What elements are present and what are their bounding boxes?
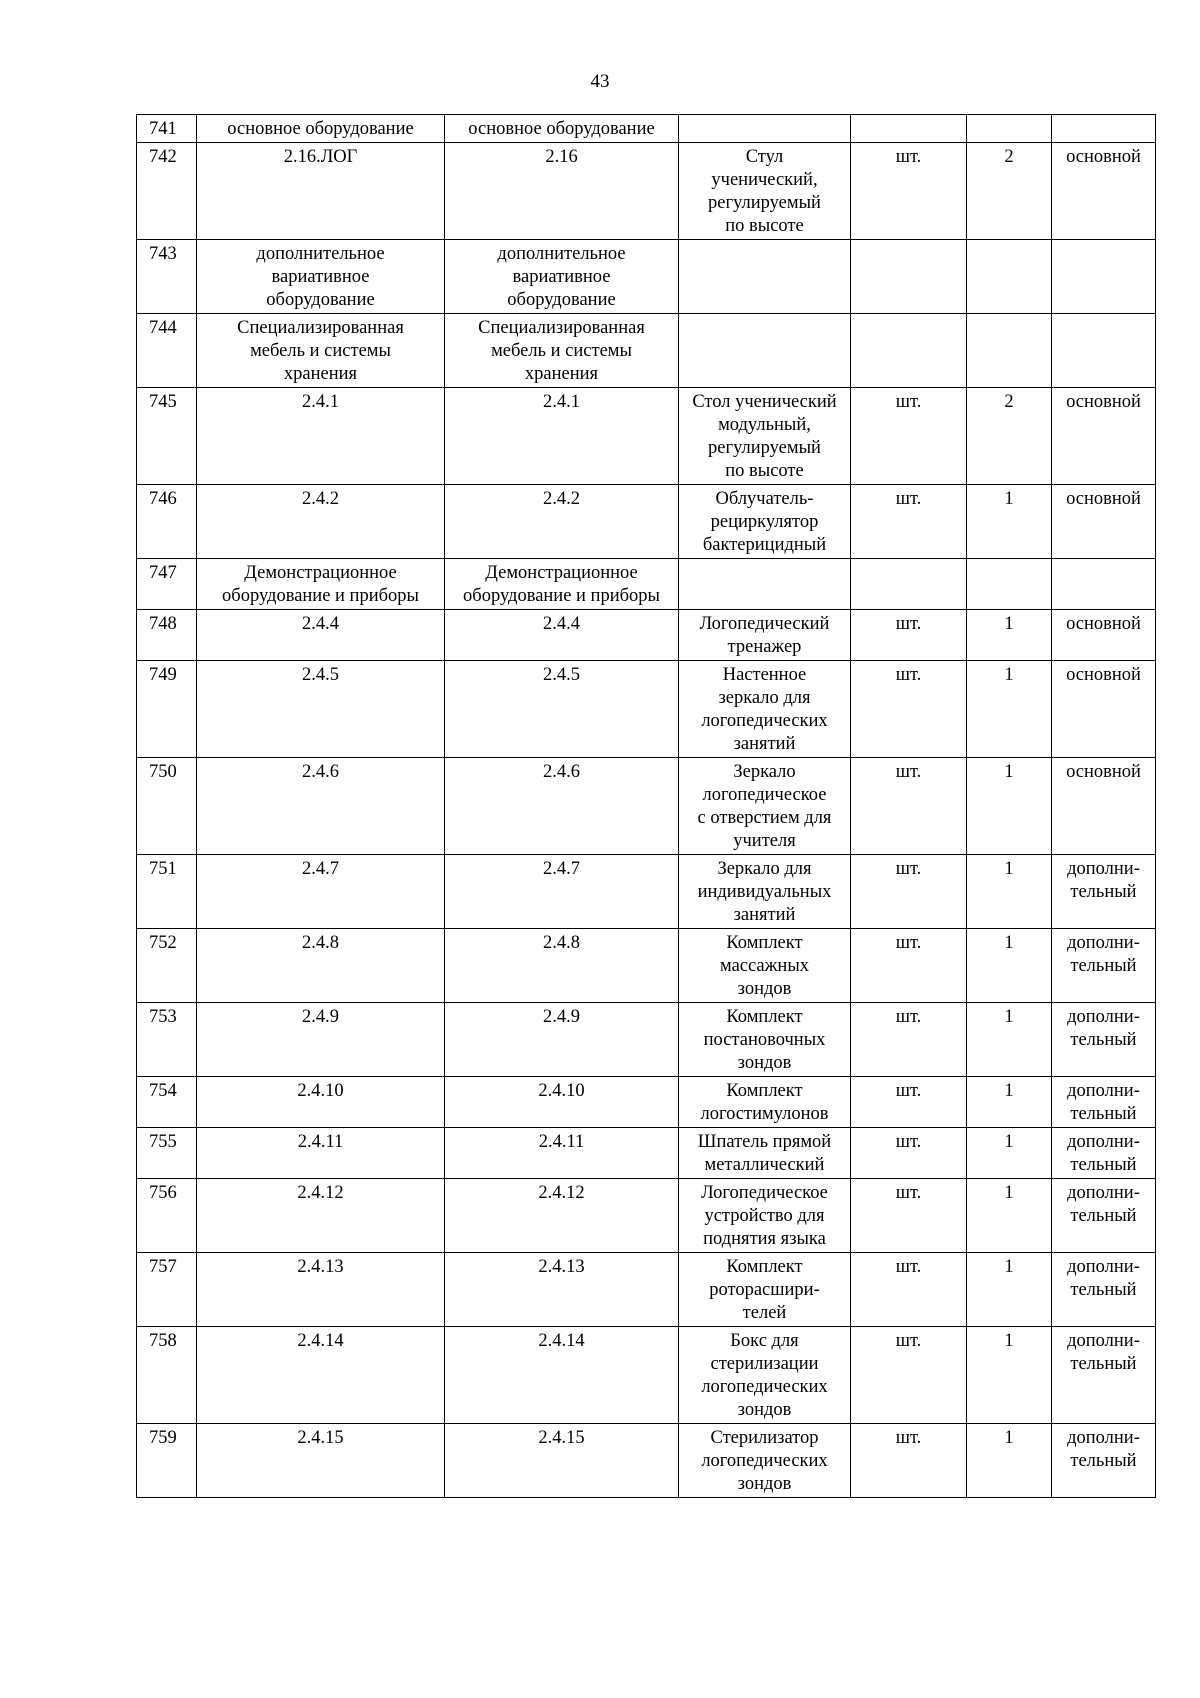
code-cell [197,388,445,485]
item-name-cell-line: Комплект [726,1257,803,1277]
row-number-cell: 746 [137,485,197,559]
reference-code-cell [445,1424,679,1498]
quantity-cell: 1 [967,1253,1052,1327]
equipment-type-cell [1052,661,1156,758]
equipment-type-cell [1052,1327,1156,1424]
item-name-cell-line: модульный, [718,415,811,435]
code-cell-line: 2.4.9 [302,1007,339,1027]
unit-cell [851,115,967,143]
quantity-cell: 1 [967,661,1052,758]
item-name-cell [679,929,851,1003]
code-cell-line: 2.4.12 [297,1183,344,1203]
item-name-cell-line: устройство для [704,1206,825,1226]
row-number-cell: 754 [137,1077,197,1128]
unit-cell [851,559,967,610]
item-name-cell-line: индивидуальных [697,882,832,902]
unit-cell: шт. [851,1128,967,1179]
reference-code-cell [445,855,679,929]
row-number-cell: 756 [137,1179,197,1253]
quantity-cell: 1 [967,1077,1052,1128]
equipment-type-cell [1052,929,1156,1003]
equipment-type-cell-line: тельный [1070,1030,1137,1050]
reference-code-cell [445,485,679,559]
item-name-cell-line: Комплект [726,933,803,953]
equipment-type-cell [1052,1179,1156,1253]
equipment-type-cell-line: дополни- [1067,1257,1140,1277]
quantity-cell: 1 [967,1179,1052,1253]
reference-code-cell-line: 2.4.15 [538,1428,585,1448]
reference-code-cell [445,929,679,1003]
reference-code-cell [445,388,679,485]
reference-code-cell [445,240,679,314]
equipment-type-cell-line: основной [1066,392,1141,412]
item-name-cell-line: поднятия языка [703,1229,826,1249]
item-name-cell [679,855,851,929]
table-row [137,1003,1156,1077]
item-name-cell-line: телей [742,1303,787,1323]
code-cell [197,1003,445,1077]
item-name-cell [679,1179,851,1253]
code-cell-line: 2.4.6 [302,762,339,782]
reference-code-cell [445,1179,679,1253]
reference-code-cell [445,115,679,143]
quantity-cell: 1 [967,1128,1052,1179]
reference-code-cell-line: дополнительное [497,244,626,264]
code-cell-line: 2.4.8 [302,933,339,953]
code-cell-line: оборудование [266,290,375,310]
unit-cell: шт. [851,143,967,240]
quantity-cell: 1 [967,929,1052,1003]
table-row [137,143,1156,240]
code-cell-line: основное оборудование [227,119,414,139]
equipment-type-cell-line: основной [1066,762,1141,782]
code-cell-line: мебель и системы [250,341,391,361]
item-name-cell-line: роторасшири- [709,1280,820,1300]
equipment-type-cell-line: тельный [1070,1155,1137,1175]
reference-code-cell-line: 2.4.4 [543,614,580,634]
table-row [137,855,1156,929]
item-name-cell [679,1003,851,1077]
code-cell [197,610,445,661]
item-name-cell-line: логопедических [701,1377,828,1397]
equipment-type-cell-line: дополни- [1067,1183,1140,1203]
item-name-cell-line: регулируемый [708,193,821,213]
item-name-cell-line: Комплект [726,1081,803,1101]
code-cell [197,1128,445,1179]
table-row [137,1253,1156,1327]
equipment-type-cell [1052,1003,1156,1077]
row-number-cell: 743 [137,240,197,314]
equipment-type-cell [1052,610,1156,661]
item-name-cell-line: зондов [737,1053,792,1073]
reference-code-cell [445,1253,679,1327]
item-name-cell [679,115,851,143]
item-name-cell-line: Настенное [722,665,807,685]
equipment-type-cell-line: основной [1066,489,1141,509]
item-name-cell [679,610,851,661]
item-name-cell-line: Зеркало для [717,859,812,879]
quantity-cell: 1 [967,485,1052,559]
reference-code-cell-line: Специализированная [478,318,645,338]
code-cell-line: 2.4.10 [297,1081,344,1101]
reference-code-cell-line: 2.4.6 [543,762,580,782]
code-cell [197,661,445,758]
table-row [137,485,1156,559]
code-cell-line: 2.4.11 [297,1132,344,1152]
unit-cell: шт. [851,610,967,661]
row-number-cell: 753 [137,1003,197,1077]
equipment-type-cell-line: дополни- [1067,1132,1140,1152]
code-cell-line: оборудование и приборы [222,586,419,606]
item-name-cell [679,240,851,314]
equipment-type-cell [1052,1128,1156,1179]
unit-cell: шт. [851,1003,967,1077]
unit-cell: шт. [851,661,967,758]
reference-code-cell-line: вариативное [512,267,611,287]
code-cell [197,485,445,559]
equipment-type-cell-line: основной [1066,665,1141,685]
reference-code-cell-line: 2.4.12 [538,1183,585,1203]
reference-code-cell-line: Демонстрационное [485,563,638,583]
table-row [137,314,1156,388]
item-name-cell [679,1077,851,1128]
code-cell-line: 2.4.13 [297,1257,344,1277]
item-name-cell-line: тренажер [727,637,802,657]
item-name-cell-line: учителя [733,831,796,851]
reference-code-cell [445,610,679,661]
equipment-type-cell [1052,115,1156,143]
table-row [137,559,1156,610]
equipment-type-cell [1052,485,1156,559]
row-number-cell: 751 [137,855,197,929]
code-cell [197,115,445,143]
item-name-cell-line: Логопедический [699,614,830,634]
item-name-cell [679,314,851,388]
item-name-cell-line: по высоте [725,216,804,236]
equipment-type-cell [1052,388,1156,485]
equipment-type-cell-line: дополни- [1067,933,1140,953]
equipment-table [136,114,1156,1498]
quantity-cell: 1 [967,610,1052,661]
code-cell-line: Специализированная [237,318,404,338]
equipment-type-cell [1052,1077,1156,1128]
equipment-type-cell [1052,1424,1156,1498]
item-name-cell [679,1327,851,1424]
quantity-cell: 1 [967,1424,1052,1498]
equipment-type-cell-line: дополни- [1067,859,1140,879]
row-number-cell: 752 [137,929,197,1003]
code-cell-line: вариативное [271,267,370,287]
code-cell-line: 2.4.15 [297,1428,344,1448]
code-cell [197,559,445,610]
reference-code-cell-line: 2.4.10 [538,1081,585,1101]
quantity-cell [967,559,1052,610]
equipment-type-cell [1052,855,1156,929]
item-name-cell-line: Шпатель прямой [697,1132,832,1152]
code-cell-line: дополнительное [256,244,385,264]
equipment-type-cell-line: дополни- [1067,1331,1140,1351]
code-cell-line: 2.4.5 [302,665,339,685]
quantity-cell [967,240,1052,314]
reference-code-cell-line: оборудование и приборы [463,586,660,606]
item-name-cell-line: логопедических [701,1451,828,1471]
page-number: 43 [590,71,610,92]
unit-cell: шт. [851,1327,967,1424]
item-name-cell [679,559,851,610]
quantity-cell: 2 [967,143,1052,240]
equipment-type-cell [1052,314,1156,388]
row-number-cell: 759 [137,1424,197,1498]
table-row [137,610,1156,661]
reference-code-cell-line: 2.4.2 [543,489,580,509]
item-name-cell-line: зондов [737,1400,792,1420]
reference-code-cell-line: оборудование [507,290,616,310]
item-name-cell-line: занятий [733,734,796,754]
item-name-cell-line: регулируемый [708,438,821,458]
code-cell [197,855,445,929]
row-number-cell: 748 [137,610,197,661]
item-name-cell [679,485,851,559]
equipment-type-cell-line: тельный [1070,1451,1137,1471]
code-cell-line: 2.4.2 [302,489,339,509]
equipment-type-cell-line: тельный [1070,882,1137,902]
code-cell-line: хранения [283,364,358,384]
code-cell-line: 2.16.ЛОГ [283,147,358,167]
quantity-cell [967,115,1052,143]
equipment-type-cell [1052,1253,1156,1327]
row-number-cell: 741 [137,115,197,143]
item-name-cell-line: Логопедическое [701,1183,828,1203]
item-name-cell-line: с отверстием для [697,808,832,828]
unit-cell [851,314,967,388]
item-name-cell [679,1424,851,1498]
reference-code-cell [445,1077,679,1128]
item-name-cell-line: Облучатель- [715,489,814,509]
item-name-cell-line: постановочных [703,1030,826,1050]
item-name-cell-line: зондов [737,1474,792,1494]
row-number-cell: 745 [137,388,197,485]
code-cell-line: 2.4.4 [302,614,339,634]
item-name-cell [679,1253,851,1327]
reference-code-cell-line: 2.4.9 [543,1007,580,1027]
item-name-cell-line: стерилизации [710,1354,819,1374]
code-cell [197,1327,445,1424]
equipment-type-cell-line: тельный [1070,1206,1137,1226]
reference-code-cell-line: 2.4.7 [543,859,580,879]
reference-code-cell [445,1128,679,1179]
table-row [137,1128,1156,1179]
item-name-cell [679,388,851,485]
reference-code-cell-line: 2.4.11 [538,1132,585,1152]
item-name-cell [679,758,851,855]
reference-code-cell-line: 2.4.8 [543,933,580,953]
item-name-cell-line: логопедическое [702,785,827,805]
quantity-cell: 1 [967,1327,1052,1424]
item-name-cell-line: зондов [737,979,792,999]
code-cell [197,1253,445,1327]
equipment-type-cell-line: тельный [1070,1280,1137,1300]
row-number-cell: 757 [137,1253,197,1327]
table-row [137,758,1156,855]
quantity-cell [967,314,1052,388]
table-row [137,929,1156,1003]
table-row [137,115,1156,143]
quantity-cell: 1 [967,855,1052,929]
unit-cell: шт. [851,929,967,1003]
table-row [137,240,1156,314]
item-name-cell-line: бактерицидный [702,535,827,555]
row-number-cell: 749 [137,661,197,758]
code-cell [197,143,445,240]
row-number-cell: 755 [137,1128,197,1179]
unit-cell: шт. [851,1253,967,1327]
reference-code-cell-line: 2.4.13 [538,1257,585,1277]
row-number-cell: 742 [137,143,197,240]
item-name-cell-line: логостимулонов [700,1104,829,1124]
code-cell [197,1077,445,1128]
row-number-cell: 744 [137,314,197,388]
reference-code-cell-line: основное оборудование [468,119,655,139]
quantity-cell: 1 [967,758,1052,855]
equipment-type-cell-line: дополни- [1067,1428,1140,1448]
code-cell [197,240,445,314]
row-number-cell: 747 [137,559,197,610]
unit-cell [851,240,967,314]
code-cell [197,1424,445,1498]
equipment-type-cell-line: дополни- [1067,1007,1140,1027]
code-cell [197,314,445,388]
reference-code-cell [445,559,679,610]
item-name-cell [679,1128,851,1179]
unit-cell: шт. [851,1179,967,1253]
item-name-cell-line: Стол ученический [692,392,837,412]
reference-code-cell-line: хранения [524,364,599,384]
item-name-cell-line: массажных [719,956,809,976]
reference-code-cell [445,758,679,855]
reference-code-cell [445,1327,679,1424]
item-name-cell-line: по высоте [725,461,804,481]
item-name-cell-line: металлический [704,1155,825,1175]
code-cell-line: 2.4.1 [302,392,339,412]
code-cell [197,758,445,855]
reference-code-cell-line: 2.16 [545,147,578,167]
item-name-cell-line: ученический, [711,170,818,190]
table-row [137,1424,1156,1498]
item-name-cell-line: рециркулятор [710,512,819,532]
equipment-type-cell-line: дополни- [1067,1081,1140,1101]
equipment-type-cell-line: тельный [1070,956,1137,976]
table-row [137,388,1156,485]
unit-cell: шт. [851,1077,967,1128]
equipment-type-cell-line: основной [1066,147,1141,167]
unit-cell: шт. [851,855,967,929]
reference-code-cell [445,1003,679,1077]
item-name-cell-line: Стул [745,147,784,167]
equipment-type-cell [1052,758,1156,855]
quantity-cell: 1 [967,1003,1052,1077]
item-name-cell [679,661,851,758]
row-number-cell: 758 [137,1327,197,1424]
item-name-cell-line: логопедических [701,711,828,731]
reference-code-cell [445,314,679,388]
code-cell [197,1179,445,1253]
reference-code-cell-line: 2.4.1 [543,392,580,412]
table-row [137,1327,1156,1424]
reference-code-cell [445,143,679,240]
item-name-cell-line: занятий [733,905,796,925]
table-body [137,115,1156,1498]
code-cell-line: 2.4.14 [297,1331,344,1351]
equipment-type-cell [1052,143,1156,240]
code-cell-line: Демонстрационное [244,563,397,583]
item-name-cell-line: Комплект [726,1007,803,1027]
code-cell [197,929,445,1003]
equipment-type-cell-line: тельный [1070,1104,1137,1124]
reference-code-cell [445,661,679,758]
unit-cell: шт. [851,758,967,855]
equipment-type-cell [1052,240,1156,314]
unit-cell: шт. [851,1424,967,1498]
equipment-type-cell-line: основной [1066,614,1141,634]
equipment-type-cell [1052,559,1156,610]
code-cell-line: 2.4.7 [302,859,339,879]
unit-cell: шт. [851,485,967,559]
item-name-cell-line: зеркало для [718,688,811,708]
unit-cell: шт. [851,388,967,485]
item-name-cell-line: Стерилизатор [710,1428,819,1448]
table-row [137,661,1156,758]
quantity-cell: 2 [967,388,1052,485]
equipment-type-cell-line: тельный [1070,1354,1137,1374]
item-name-cell-line: Бокс для [730,1331,799,1351]
item-name-cell-line: Зеркало [733,762,796,782]
row-number-cell: 750 [137,758,197,855]
reference-code-cell-line: 2.4.14 [538,1331,585,1351]
item-name-cell [679,143,851,240]
table-row [137,1179,1156,1253]
reference-code-cell-line: мебель и системы [491,341,632,361]
table-row [137,1077,1156,1128]
reference-code-cell-line: 2.4.5 [543,665,580,685]
